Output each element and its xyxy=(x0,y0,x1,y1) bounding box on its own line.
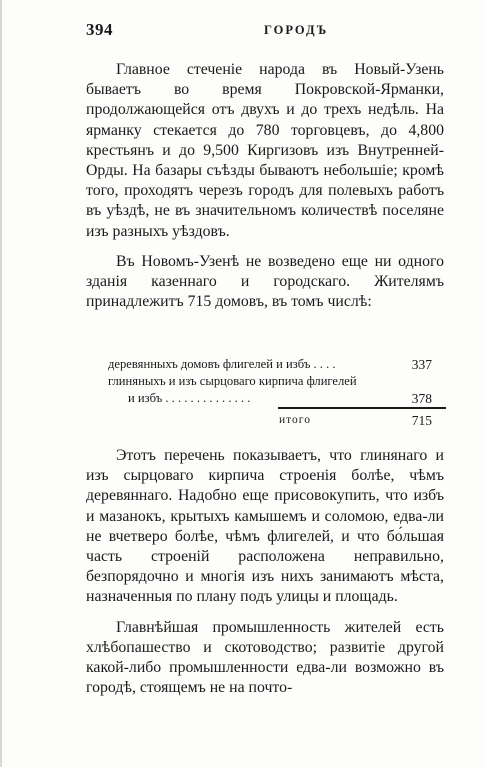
body-text-bottom xyxy=(86,446,444,703)
row-value: 337 xyxy=(411,357,432,372)
sum-rule xyxy=(278,407,446,409)
houses-table xyxy=(86,356,444,432)
paragraph-buildings: Этотъ перечень показываетъ, что глинянаго и изъ сырцоваго кирпича строенія болѣе, чѣмъ деревяннаго. Надобно еще присовокупить, что избъ и мазанокъ, крытыхъ камышемъ и соломою, едва-ли не вчетверо болѣе, чѣмъ флигелей, и что бо́льшая часть строеній расположена неправильно, безпорядочно и многія изъ нихъ занимаютъ мѣста, назначенныя по плану подъ улицы и площадь. xyxy=(86,447,444,606)
table-row xyxy=(86,373,444,390)
paragraph-houses: Въ Новомъ-Узенѣ не возведено еще ни одного зданія казеннаго и городскаго. Жителямъ принадлежитъ 715 домовъ, въ томъ числѣ: xyxy=(86,252,444,311)
paragraph-fair: Главное стеченіе народа въ Новый-Узень бываетъ во время Покровской-Ярманки, продолжающейся отъ двухъ и до трехъ недѣль. На ярманку стекается до 780 торговцевъ, до 4,800 крестьянъ и до 9,500 Киргизовъ изъ Внутренней-Орды. На базары съѣзды бываютъ небольшіе; кромѣ того, проходятъ черезъ городъ для полевыхъ работъ въ уѣздѣ, не въ значительномъ количествѣ поселяне изъ разныхъ уѣздовъ. xyxy=(86,61,444,240)
total-label: итого xyxy=(279,414,311,426)
running-head: ГОРОДЪ xyxy=(264,23,329,37)
page-header xyxy=(86,20,446,44)
paragraph-industry: Главнѣйшая промышленность жителей есть хлѣбопашество и скотоводство; развитіе другой какой-либо промышленности едва-ли возможно въ городѣ, стоящемъ не на почто- xyxy=(86,618,444,697)
total-row xyxy=(86,412,444,432)
body-text-top xyxy=(86,60,444,317)
total-value: 715 xyxy=(411,413,432,428)
table-row xyxy=(86,356,444,373)
table-row xyxy=(86,390,444,407)
row-label: деревянныхъ домовъ флигелей и избъ . . . . xyxy=(108,357,336,371)
row-label: глиняныхъ и изъ сырцоваго кирпича флигелей xyxy=(108,374,357,388)
row-value: 378 xyxy=(411,391,432,406)
page-number: 394 xyxy=(86,20,113,39)
row-label: и избъ . . . . . . . . . . . . . . xyxy=(128,391,251,405)
